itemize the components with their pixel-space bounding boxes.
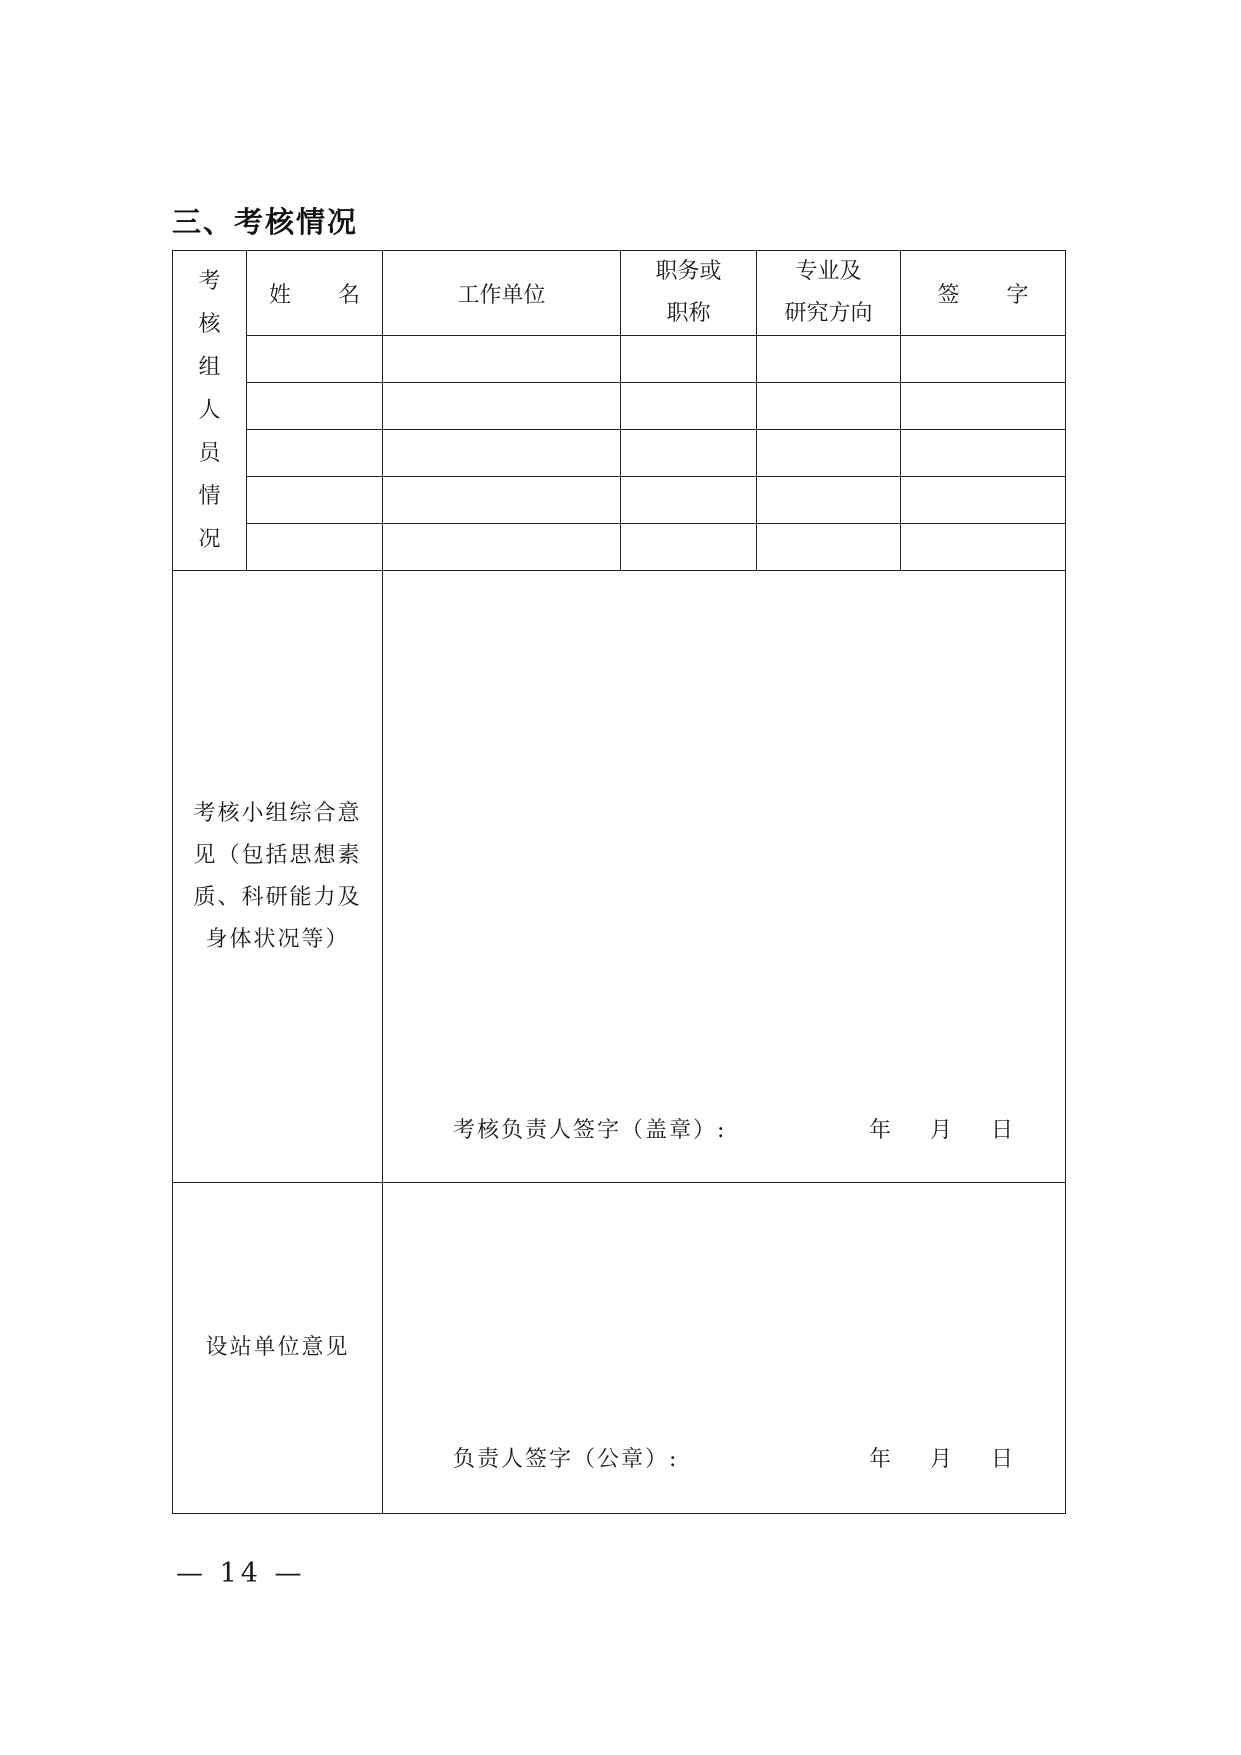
member-row <box>173 336 1066 383</box>
section-title: 三、考核情况 <box>172 205 359 239</box>
station-opinion-label-cell <box>173 1183 383 1514</box>
member-signature-cell[interactable] <box>901 383 1066 430</box>
date-day-label: 日 <box>990 1447 1015 1472</box>
group-label: 考核组人员情况 <box>198 269 221 552</box>
group-opinion-sign-label: 考核负责人签字（盖章）: <box>453 1118 727 1143</box>
member-field-cell[interactable] <box>757 430 901 477</box>
member-unit-cell[interactable] <box>383 477 621 524</box>
station-opinion-sign-line <box>453 1442 1015 1473</box>
date-year-label: 年 <box>868 1118 893 1143</box>
page-number: — 14 — <box>176 1558 306 1589</box>
member-title-cell[interactable] <box>621 383 757 430</box>
member-name-cell[interactable] <box>247 383 383 430</box>
member-field-cell[interactable] <box>757 336 901 383</box>
group-opinion-date <box>841 1113 1015 1144</box>
member-signature-cell[interactable] <box>901 336 1066 383</box>
header-signature: 签 字 <box>901 251 1066 336</box>
group-opinion-content-cell[interactable] <box>383 571 1066 1183</box>
station-opinion-label: 设站单位意见 <box>205 1335 350 1360</box>
header-field: 专业及 研究方向 <box>757 251 901 336</box>
station-opinion-content-cell[interactable] <box>383 1183 1066 1514</box>
header-title: 职务或 职称 <box>621 251 757 336</box>
member-signature-cell[interactable] <box>901 477 1066 524</box>
member-field-cell[interactable] <box>757 383 901 430</box>
member-row <box>173 524 1066 571</box>
group-label-cell <box>173 251 247 571</box>
group-opinion-row <box>173 571 1066 1183</box>
member-row <box>173 383 1066 430</box>
group-opinion-label-cell <box>173 571 383 1183</box>
header-name: 姓 名 <box>247 251 383 336</box>
member-name-cell[interactable] <box>247 336 383 383</box>
member-name-cell[interactable] <box>247 430 383 477</box>
date-month-label: 月 <box>929 1447 954 1472</box>
member-unit-cell[interactable] <box>383 336 621 383</box>
member-field-cell[interactable] <box>757 524 901 571</box>
date-year-label: 年 <box>868 1447 893 1472</box>
group-opinion-label: 考核小组综合意 见（包括思想素 质、科研能力及 身体状况等） <box>193 800 362 952</box>
date-day-label: 日 <box>990 1118 1015 1143</box>
station-opinion-date <box>841 1442 1015 1473</box>
assessment-table <box>172 250 1066 1514</box>
member-signature-cell[interactable] <box>901 524 1066 571</box>
member-name-cell[interactable] <box>247 477 383 524</box>
member-unit-cell[interactable] <box>383 383 621 430</box>
member-title-cell[interactable] <box>621 430 757 477</box>
station-opinion-sign-label: 负责人签字（公章）: <box>453 1447 679 1472</box>
group-opinion-sign-line <box>453 1113 1015 1144</box>
station-opinion-row <box>173 1183 1066 1514</box>
table-header-row <box>173 251 1066 336</box>
member-row <box>173 477 1066 524</box>
date-month-label: 月 <box>929 1118 954 1143</box>
member-field-cell[interactable] <box>757 477 901 524</box>
member-title-cell[interactable] <box>621 477 757 524</box>
header-unit: 工作单位 <box>383 251 621 336</box>
member-row <box>173 430 1066 477</box>
member-title-cell[interactable] <box>621 336 757 383</box>
member-signature-cell[interactable] <box>901 430 1066 477</box>
member-name-cell[interactable] <box>247 524 383 571</box>
member-title-cell[interactable] <box>621 524 757 571</box>
member-unit-cell[interactable] <box>383 524 621 571</box>
member-unit-cell[interactable] <box>383 430 621 477</box>
